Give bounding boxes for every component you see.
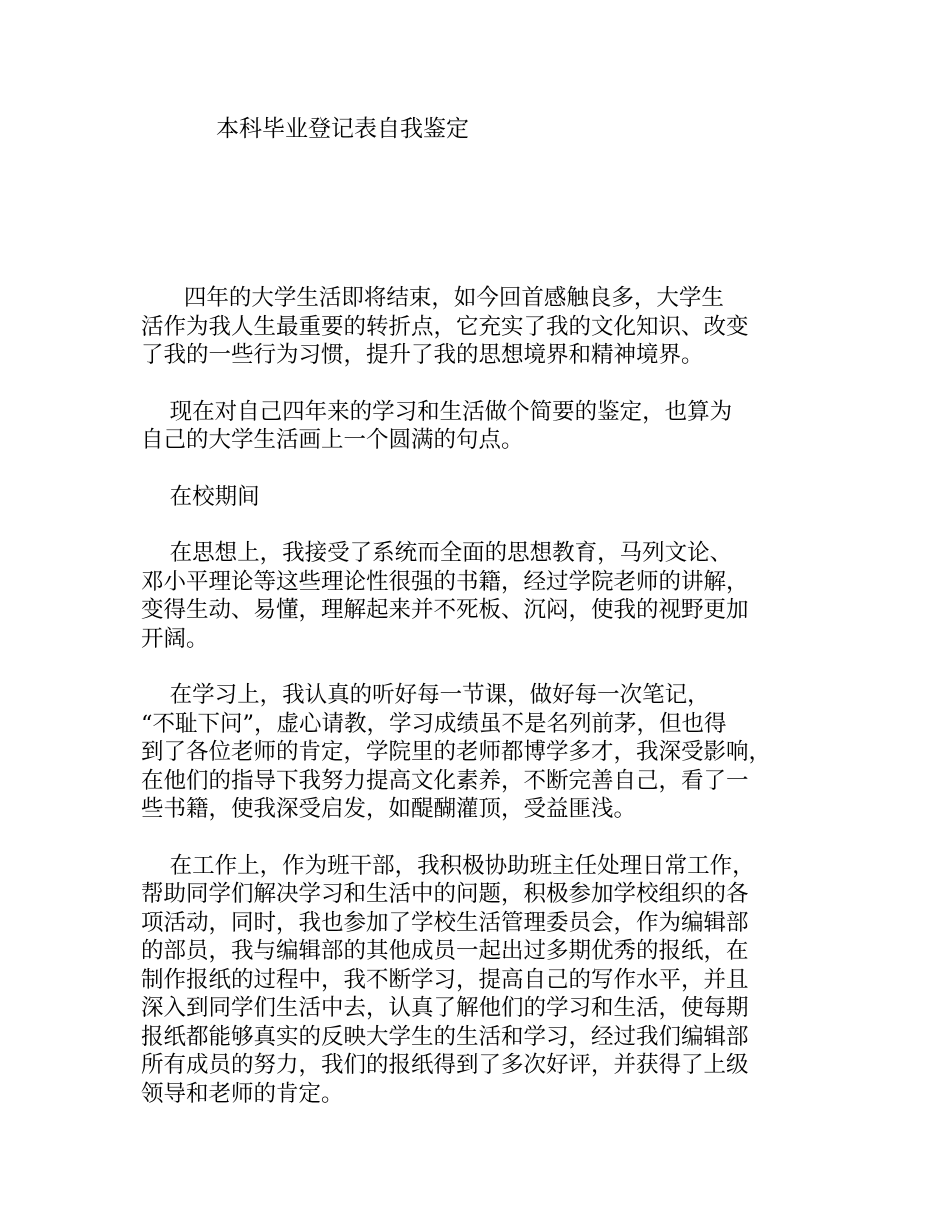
text-line: 在工作上，作为班干部，我积极协助班主任处理日常工作， xyxy=(141,852,755,879)
text-line: 自己的大学生活画上一个圆满的句点。 xyxy=(141,427,524,453)
text-line: 开阔。 xyxy=(141,625,209,652)
text-line: 些书籍，使我深受启发，如醍醐灌顶，受益匪浅。 xyxy=(141,796,637,822)
text-line: 帮助同学们解决学习和生活中的问题，积极参加学校组织的各 xyxy=(141,881,749,907)
paragraph-work xyxy=(141,852,821,1109)
document-body xyxy=(141,284,821,1136)
text-line: 了我的一些行为习惯，提升了我的思想境界和精神境界。 xyxy=(141,342,704,368)
text-line: “不耻下问”，虚心请教，学习成绩虽不是名列前茅，但也得 xyxy=(141,710,727,737)
text-line: 邓小平理论等这些理论性很强的书籍，经过学院老师的讲解， xyxy=(141,568,749,595)
text-line: 所有成员的努力，我们的报纸得到了多次好评，并获得了上级 xyxy=(141,1052,749,1078)
text-line: 现在对自己四年来的学习和生活做个简要的鉴定，也算为 xyxy=(141,398,733,425)
paragraph-ideology xyxy=(141,539,821,653)
text-line: 的部员，我与编辑部的其他成员一起出过多期优秀的报纸，在 xyxy=(141,938,749,964)
document-title: 本科毕业登记表自我鉴定 xyxy=(216,116,469,142)
text-line: 四年的大学生活即将结束，如今回首感触良多，大学生 xyxy=(141,285,724,311)
text-line: 在校期间 xyxy=(141,483,260,510)
text-line: 制作报纸的过程中，我不断学习，提高自己的写作水平，并且 xyxy=(141,966,749,993)
text-line: 项活动，同时，我也参加了学校生活管理委员会，作为编辑部 xyxy=(141,909,749,936)
text-line: 变得生动、易懂，理解起来并不死板、沉闷，使我的视野更加 xyxy=(141,597,749,623)
text-line: 报纸都能够真实的反映大学生的生活和学习，经过我们编辑部 xyxy=(141,1023,749,1050)
paragraph-intro xyxy=(141,284,821,370)
text-line: 领导和老师的肯定。 xyxy=(141,1080,344,1107)
text-line: 深入到同学们生活中去，认真了解他们的学习和生活，使每期 xyxy=(141,995,749,1021)
text-line: 在学习上，我认真的听好每一节课，做好每一次笔记， xyxy=(141,682,710,708)
paragraph-section-heading xyxy=(141,483,821,512)
text-line: 在思想上，我接受了系统而全面的思想教育，马列文论、 xyxy=(141,540,733,566)
text-line: 活作为我人生最重要的转折点，它充实了我的文化知识、改变 xyxy=(141,313,749,340)
paragraph-summary xyxy=(141,398,821,455)
text-line: 到了各位老师的肯定，学院里的老师都博学多才，我深受影响， xyxy=(141,739,772,765)
paragraph-study xyxy=(141,681,821,824)
text-line: 在他们的指导下我努力提高文化素养，不断完善自己，看了一 xyxy=(141,767,749,794)
